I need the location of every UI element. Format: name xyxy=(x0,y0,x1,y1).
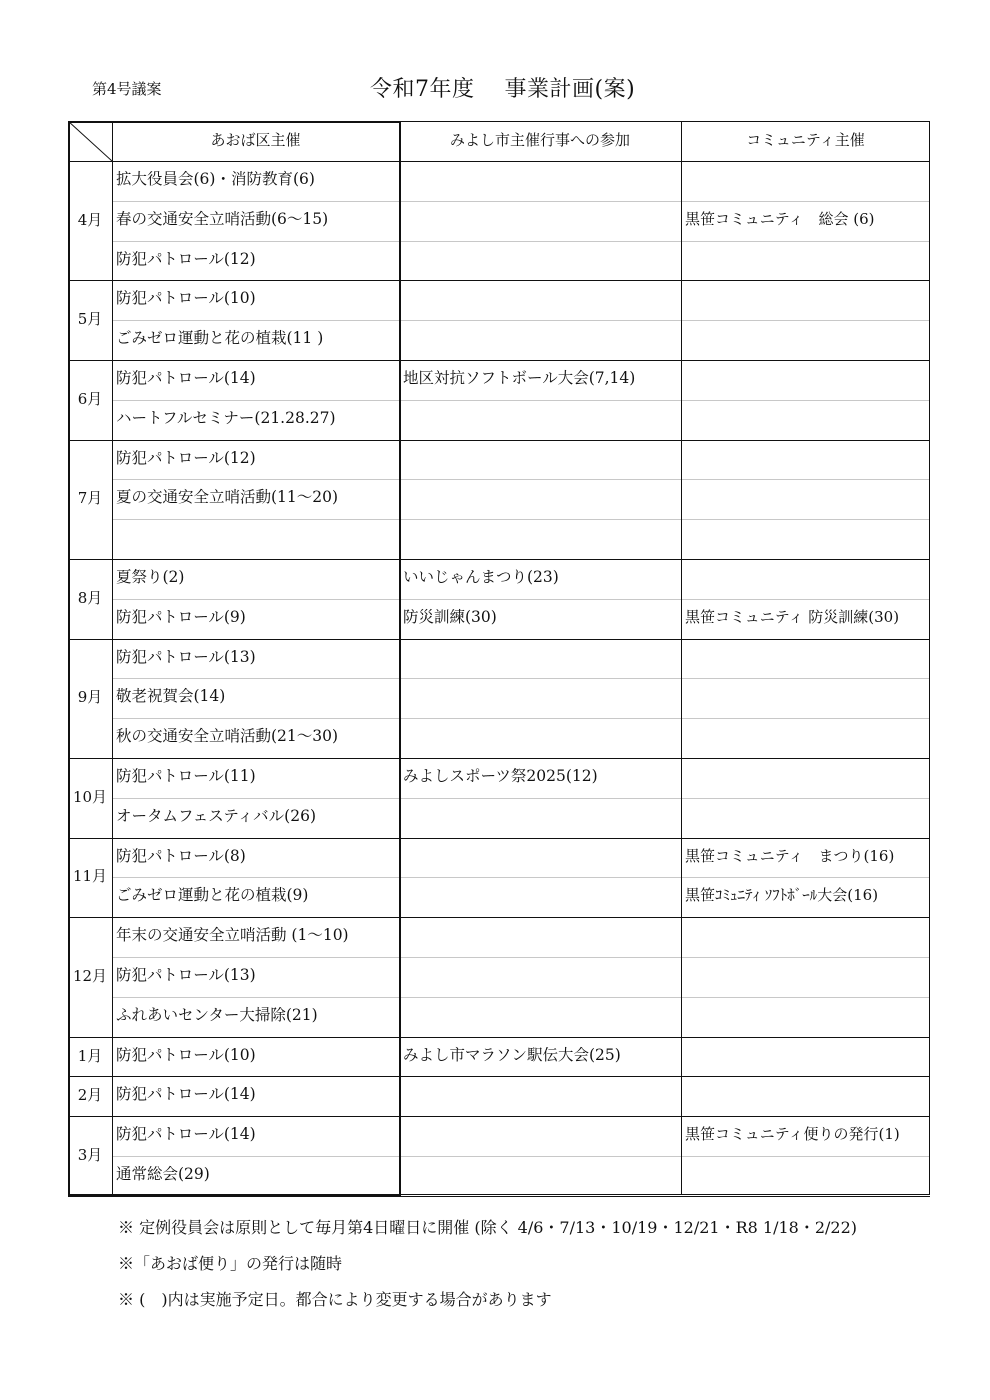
table-right-border xyxy=(929,121,930,1195)
month-label: 7月 xyxy=(77,489,103,508)
header-border xyxy=(68,161,930,162)
column-header: みよし市主催行事への参加 xyxy=(449,131,630,149)
table-cell: 黒笹コミュニティ 総会 (6) xyxy=(685,209,875,228)
table-cell: 防犯パトロール(9) xyxy=(116,607,246,626)
row-divider xyxy=(112,241,930,242)
month-label: 8月 xyxy=(77,588,103,607)
table-cell: 防犯パトロール(14) xyxy=(116,1125,256,1144)
month-label: 5月 xyxy=(77,310,103,329)
month-label: 10月 xyxy=(72,787,108,806)
table-cell: 敬老祝賀会(14) xyxy=(116,687,226,706)
month-divider xyxy=(68,360,930,361)
table-cell: ごみゼロ運動と花の植栽(11 ) xyxy=(116,329,324,348)
table-cell: いいじゃんまつり(23) xyxy=(403,567,559,586)
month-label: 6月 xyxy=(77,389,103,408)
row-divider xyxy=(112,599,930,600)
plan-table xyxy=(68,121,930,1195)
table-cell: 防犯パトロール(12) xyxy=(116,448,256,467)
table-cell: 防犯パトロール(14) xyxy=(116,368,256,387)
agenda-number: 第4号議案 xyxy=(92,80,162,98)
row-divider xyxy=(112,400,930,401)
month-divider xyxy=(68,917,930,918)
note-3: ※ ( )内は実施予定日。都合により変更する場合があります xyxy=(118,1290,552,1309)
table-cell: みよしスポーツ祭2025(12) xyxy=(403,766,598,785)
row-divider xyxy=(112,997,930,998)
month-divider xyxy=(68,838,930,839)
table-cell: 秋の交通安全立哨活動(21〜30) xyxy=(116,727,339,746)
table-cell: 春の交通安全立哨活動(6〜15) xyxy=(116,209,329,228)
corner-diagonal xyxy=(68,121,112,161)
table-cell: 通常総会(29) xyxy=(116,1164,210,1183)
table-cell: 防犯パトロール(10) xyxy=(116,1045,256,1064)
table-cell: みよし市マラソン駅伝大会(25) xyxy=(403,1045,621,1064)
row-divider xyxy=(112,519,930,520)
table-cell: ごみゼロ運動と花の植栽(9) xyxy=(116,886,309,905)
note-2: ※「あおば便り」の発行は随時 xyxy=(118,1254,343,1273)
month-divider xyxy=(68,440,930,441)
row-divider xyxy=(112,678,930,679)
table-cell: 黒笹コミュニティ 防災訓練(30) xyxy=(685,607,900,626)
table-cell: 拡大役員会(6)・消防教育(6) xyxy=(116,169,315,188)
month-divider xyxy=(68,1076,930,1077)
page-title: 令和7年度 事業計画(案) xyxy=(370,77,636,102)
table-cell: オータムフェスティバル(26) xyxy=(116,806,316,825)
row-divider xyxy=(112,201,930,202)
table-cell: 防犯パトロール(12) xyxy=(116,249,256,268)
table-cell: 防犯パトロール(8) xyxy=(116,846,246,865)
column-border xyxy=(681,121,682,1195)
month-label: 2月 xyxy=(77,1086,103,1105)
table-cell: 防犯パトロール(14) xyxy=(116,1085,256,1104)
month-column-border xyxy=(112,121,113,1195)
table-cell: 黒笹コミュニティ まつり(16) xyxy=(685,846,895,865)
row-divider xyxy=(112,798,930,799)
table-cell: 黒笹コミュニティ便りの発行(1) xyxy=(685,1125,900,1144)
table-bottom-border xyxy=(68,1194,930,1195)
month-label: 1月 xyxy=(77,1046,103,1065)
table-cell: 夏祭り(2) xyxy=(116,567,185,586)
row-divider xyxy=(112,479,930,480)
month-label: 3月 xyxy=(77,1146,103,1164)
month-divider xyxy=(68,1116,930,1117)
table-left-border xyxy=(68,121,69,1195)
month-label: 9月 xyxy=(77,688,103,707)
note-1: ※ 定例役員会は原則として毎月第4日曜日に開催 (除く 4/6・7/13・10/19・12/21・R8 1/18・2/22) xyxy=(118,1218,857,1237)
month-divider xyxy=(68,1196,930,1197)
column-header: コミュニティ主催 xyxy=(746,131,865,149)
row-divider xyxy=(112,1156,930,1157)
table-cell: 地区対抗ソフトボール大会(7,14) xyxy=(403,368,636,387)
month-label: 12月 xyxy=(72,966,108,985)
table-cell: ふれあいセンター大掃除(21) xyxy=(116,1005,318,1024)
month-divider xyxy=(68,559,930,560)
table-cell: ハートフルセミナー(21.28.27) xyxy=(116,408,336,427)
table-cell: 防犯パトロール(13) xyxy=(116,647,256,666)
month-label: 4月 xyxy=(77,210,103,229)
row-divider xyxy=(112,320,930,321)
table-cell: 黒笹ｺﾐｭﾆﾃｨ ｿﾌﾄﾎﾞｰﾙ大会(16) xyxy=(685,886,879,905)
table-cell: 年末の交通安全立哨活動 (1〜10) xyxy=(116,926,349,945)
table-cell: 防犯パトロール(10) xyxy=(116,289,256,308)
column-border xyxy=(399,121,400,1195)
table-cell: 防犯パトロール(11) xyxy=(116,766,256,785)
table-cell: 防災訓練(30) xyxy=(403,607,497,626)
month-divider xyxy=(68,280,930,281)
row-divider xyxy=(112,957,930,958)
row-divider xyxy=(112,877,930,878)
month-divider xyxy=(68,639,930,640)
month-label: 11月 xyxy=(72,867,108,886)
row-divider xyxy=(112,718,930,719)
month-divider xyxy=(68,1037,930,1038)
column-header: あおば区主催 xyxy=(210,131,301,149)
table-top-border xyxy=(68,121,930,122)
month-divider xyxy=(68,758,930,759)
table-cell: 夏の交通安全立哨活動(11〜20) xyxy=(116,488,339,507)
table-cell: 防犯パトロール(13) xyxy=(116,965,256,984)
